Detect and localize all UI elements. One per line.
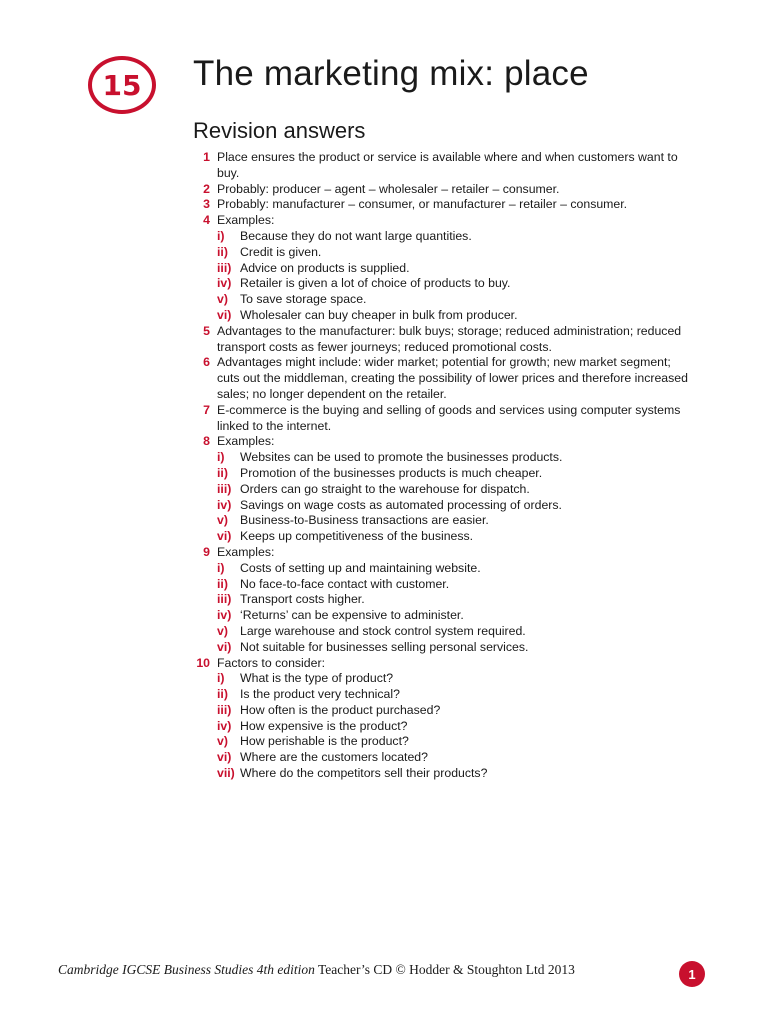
section-heading: Revision answers [193,118,366,143]
sub-answer-item [193,276,693,292]
sub-answer-number: i) [217,228,225,243]
sub-answer-number: iv) [217,276,232,291]
answer-text: Advantages to the manufacturer: bulk buys; storage; reduced administration; reduced transport costs as fewer journeys; reduced promotional costs. [217,323,682,354]
answer-number: 9 [203,544,210,559]
sub-answer-item [193,466,693,482]
answer-text: Probably: producer – agent – wholesaler – retailer – consumer. [217,181,560,196]
sub-answer-text: Business-to-Business transactions are easier. [240,513,489,528]
footer-copyright: Teacher’s CD © Hodder & Stoughton Ltd 2013 [314,962,575,977]
answer-item [193,197,693,213]
sub-answer-item [193,482,693,498]
answer-item [193,182,693,198]
sub-answer-text: What is the type of product? [240,671,394,686]
sub-answer-text: Credit is given. [240,244,322,259]
sub-answer-number: iv) [217,497,232,512]
answer-item [193,656,693,672]
sub-answer-item [193,703,693,719]
footer-book-title: Cambridge IGCSE Business Studies 4th edition [58,962,315,977]
sub-answer-text: To save storage space. [240,292,367,307]
sub-answer-text: Costs of setting up and maintaining website. [240,560,481,575]
sub-answer-item [193,529,693,545]
sub-answer-number: v) [217,734,228,749]
sub-answer-number: ii) [217,576,228,591]
answer-text: Advantages might include: wider market; potential for growth; new market segment; cuts out the middleman, creating the possibility of lower prices and therefore increased sales; no longer dependent on the retailer. [217,355,688,401]
sub-answer-item [193,577,693,593]
sub-answer-number: i) [217,671,225,686]
sub-answer-item [193,750,693,766]
sub-answer-number: iii) [217,702,232,717]
sub-answer-text: Advice on products is supplied. [240,260,410,275]
sub-answer-number: vi) [217,750,232,765]
sub-answer-text: Where are the customers located? [240,750,428,765]
sub-answer-item [193,719,693,735]
answer-text: Examples: [217,213,275,228]
sub-answer-number: v) [217,623,228,638]
sub-answer-text: Retailer is given a lot of choice of products to buy. [240,276,511,291]
sub-answer-item [193,261,693,277]
answer-number: 6 [203,355,210,370]
chapter-number: 15 [102,68,142,102]
answer-text: Factors to consider: [217,655,325,670]
answer-number: 5 [203,323,210,338]
sub-answer-text: No face-to-face contact with customer. [240,576,450,591]
sub-answer-number: vi) [217,639,232,654]
sub-answer-text: Websites can be used to promote the businesses products. [240,450,563,465]
answer-number: 2 [203,181,210,196]
sub-answer-text: Savings on wage costs as automated processing of orders. [240,497,562,512]
sub-answer-number: vii) [217,766,235,781]
sub-answer-number: i) [217,560,225,575]
answer-item [193,403,693,435]
sub-answer-item [193,671,693,687]
answer-text: Examples: [217,544,275,559]
answer-item [193,150,693,182]
sub-answer-text: Because they do not want large quantities. [240,228,472,243]
answer-number: 10 [196,655,210,670]
sub-answer-text: ‘Returns’ can be expensive to administer. [240,608,464,623]
answer-number: 8 [203,434,210,449]
sub-answer-number: ii) [217,687,228,702]
page-title: The marketing mix: place [193,54,589,93]
sub-answer-text: Promotion of the businesses products is much cheaper. [240,465,543,480]
answer-item [193,213,693,229]
sub-answer-text: Where do the competitors sell their products? [240,766,488,781]
sub-answer-text: Keeps up competitiveness of the business. [240,529,474,544]
sub-answer-text: Orders can go straight to the warehouse for dispatch. [240,481,530,496]
answer-text: E-commerce is the buying and selling of goods and services using computer systems linked to the internet. [217,402,681,433]
sub-answer-text: How often is the product purchased? [240,702,441,717]
answer-item [193,355,693,402]
sub-answer-text: Wholesaler can buy cheaper in bulk from producer. [240,307,518,322]
page-number-badge [679,961,705,987]
answers-list [193,150,693,782]
sub-answer-text: Transport costs higher. [240,592,365,607]
sub-answer-item [193,608,693,624]
sub-answer-text: Large warehouse and stock control system required. [240,623,526,638]
answer-number: 4 [203,213,210,228]
sub-answer-item [193,513,693,529]
answer-text: Probably: manufacturer – consumer, or manufacturer – retailer – consumer. [217,197,628,212]
sub-answer-item [193,687,693,703]
chapter-number-badge [88,56,156,114]
answer-item [193,434,693,450]
answer-item [193,324,693,356]
sub-answer-item [193,561,693,577]
sub-answer-item [193,640,693,656]
sub-answer-text: How expensive is the product? [240,718,408,733]
sub-answer-number: ii) [217,244,228,259]
answer-text: Examples: [217,434,275,449]
sub-answer-item [193,229,693,245]
sub-answer-number: iii) [217,481,232,496]
sub-answer-number: v) [217,292,228,307]
sub-answer-number: iv) [217,608,232,623]
sub-answer-number: iv) [217,718,232,733]
sub-answer-number: v) [217,513,228,528]
sub-answer-number: iii) [217,592,232,607]
sub-answer-item [193,766,693,782]
sub-answer-number: vi) [217,529,232,544]
answer-number: 7 [203,402,210,417]
sub-answer-number: i) [217,450,225,465]
sub-answer-text: Is the product very technical? [240,687,400,702]
sub-answer-item [193,245,693,261]
sub-answer-item [193,292,693,308]
sub-answer-item [193,308,693,324]
sub-answer-item [193,450,693,466]
page-number: 1 [688,966,696,982]
sub-answer-item [193,592,693,608]
answer-number: 1 [203,150,210,164]
sub-answer-text: How perishable is the product? [240,734,409,749]
sub-answer-number: iii) [217,260,232,275]
footer [58,962,575,978]
answer-number: 3 [203,197,210,212]
sub-answer-item [193,624,693,640]
sub-answer-number: vi) [217,307,232,322]
sub-answer-item [193,498,693,514]
answer-item [193,545,693,561]
sub-answer-text: Not suitable for businesses selling personal services. [240,639,529,654]
answer-text: Place ensures the product or service is available where and when customers want to buy. [217,150,678,180]
sub-answer-number: ii) [217,465,228,480]
sub-answer-item [193,734,693,750]
